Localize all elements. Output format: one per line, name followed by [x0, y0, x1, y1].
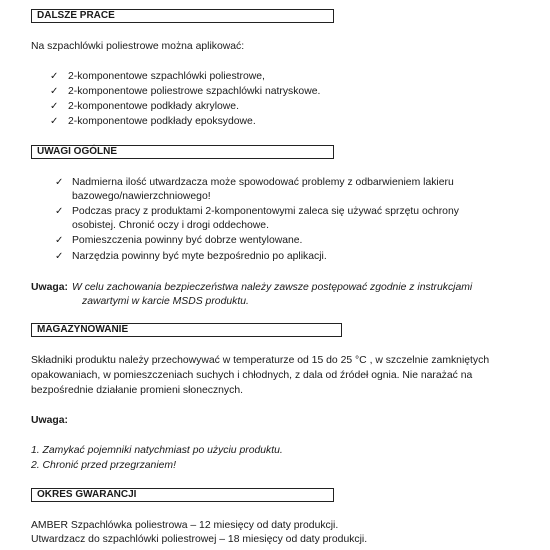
list-item: 2-komponentowe poliestrowe szpachlówki natryskowe. — [68, 86, 321, 97]
list-item: 2-komponentowe podkłady akrylowe. — [68, 101, 239, 112]
section-header-magazynowanie: MAGAZYNOWANIE — [31, 323, 342, 337]
storage-step: 2. Chronić przed przegrzaniem! — [31, 460, 176, 471]
storage-paragraph-line: bezpośrednie działanie promieni słonecznych. — [31, 385, 243, 396]
note-text-continuation: zawartymi w karcie MSDS produktu. — [82, 296, 249, 307]
list-item: Nadmierna ilość utwardzacza może spowodować problemy z odbarwieniem lakieru — [72, 177, 454, 188]
check-icon: ✓ — [50, 116, 59, 127]
dalsze-prace-intro: Na szpachlówki poliestrowe można aplikować: — [31, 41, 245, 52]
list-item-continuation: bazowego/nawierzchniowego! — [72, 191, 211, 202]
list-item: 2-komponentowe podkłady epoksydowe. — [68, 116, 256, 127]
section-header-okres-gwarancji: OKRES GWARANCJI — [31, 488, 334, 502]
check-icon: ✓ — [50, 86, 59, 97]
storage-note-label: Uwaga: — [31, 415, 68, 426]
note-text: W celu zachowania bezpieczeństwa należy zawsze postępować zgodnie z instrukcjami — [72, 282, 473, 293]
storage-paragraph-line: Składniki produktu należy przechowywać w temperaturze od 15 do 25 °C , w szczelnie zamkniętych — [31, 355, 490, 366]
list-item-continuation: osobistej. Chronić oczy i drogi oddechowe. — [72, 220, 269, 231]
note-label: Uwaga: — [31, 282, 68, 293]
check-icon: ✓ — [55, 177, 64, 188]
check-icon: ✓ — [55, 251, 64, 262]
warranty-line: Utwardzacz do szpachlówki poliestrowej – 18 miesięcy od daty produkcji. — [31, 534, 368, 545]
section-header-dalsze-prace: DALSZE PRACE — [31, 9, 334, 23]
check-icon: ✓ — [55, 235, 64, 246]
check-icon: ✓ — [50, 101, 59, 112]
list-item: 2-komponentowe szpachlówki poliestrowe, — [68, 71, 265, 82]
list-item: Pomieszczenia powinny być dobrze wentylowane. — [72, 235, 303, 246]
list-item: Podczas pracy z produktami 2-komponentowymi zaleca się używać sprzętu ochrony — [72, 206, 459, 217]
list-item: Narzędzia powinny być myte bezpośrednio po aplikacji. — [72, 251, 327, 262]
section-header-uwagi-ogolne: UWAGI OGÓLNE — [31, 145, 334, 159]
storage-paragraph-line: opakowaniach, w pomieszczeniach suchych i chłodnych, z dala od źródeł ognia. Nie narażać na — [31, 370, 473, 381]
storage-step: 1. Zamykać pojemniki natychmiast po użyciu produktu. — [31, 445, 283, 456]
check-icon: ✓ — [55, 206, 64, 217]
warranty-line: AMBER Szpachlówka poliestrowa – 12 miesięcy od daty produkcji. — [31, 520, 339, 531]
check-icon: ✓ — [50, 71, 59, 82]
